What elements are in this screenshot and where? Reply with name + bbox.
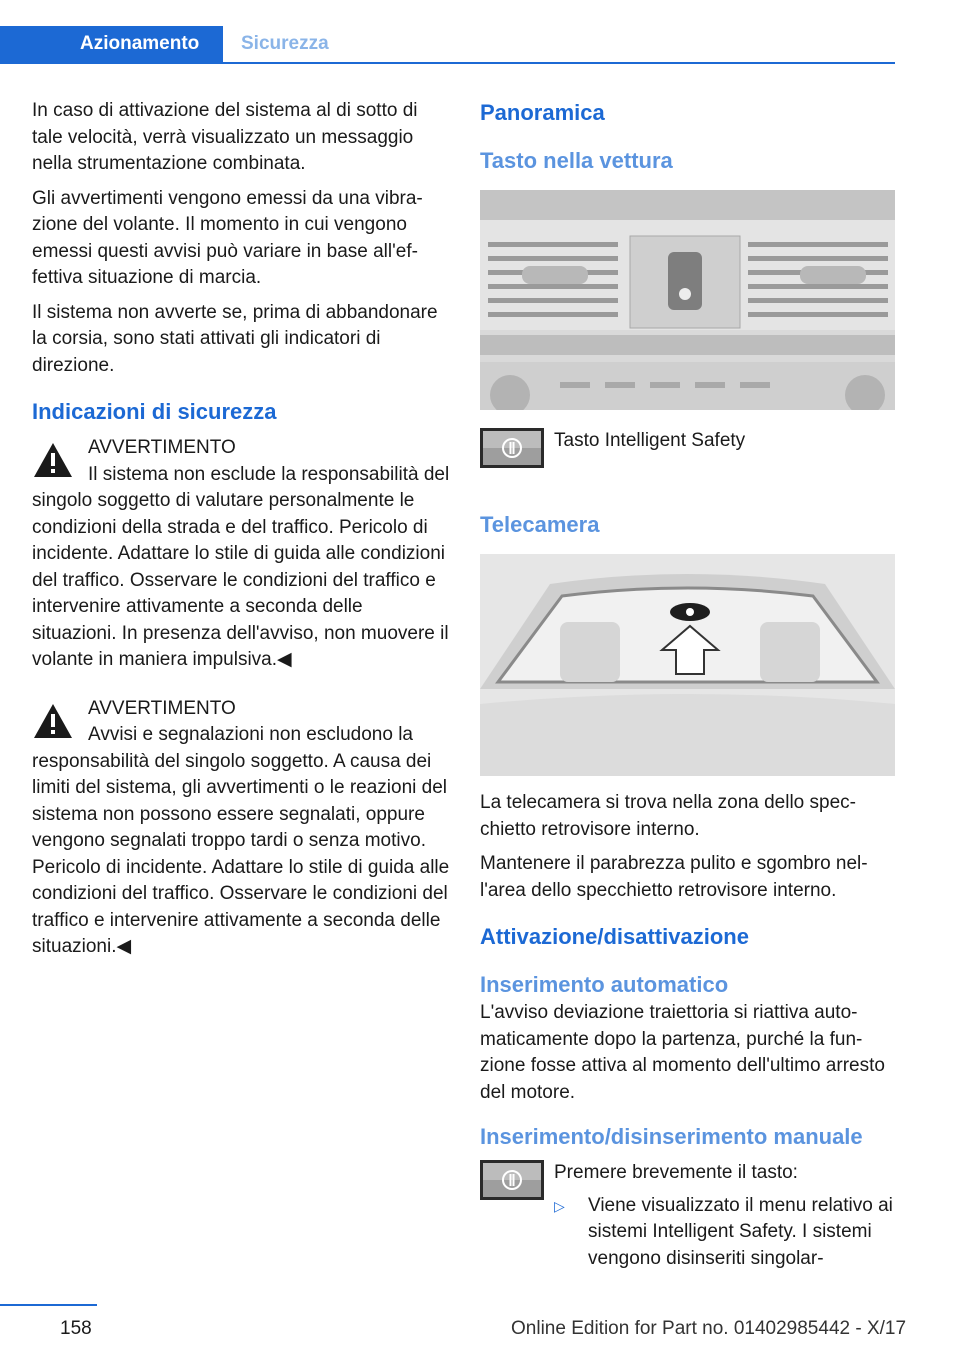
triangle-bullet-icon: ▷ xyxy=(554,1197,565,1214)
bullet-text: Viene visualizzato il menu relativo ai sistemi Intelligent Safety. I sistemi vengono disinseriti singolar- xyxy=(588,1194,893,1269)
bullet-item xyxy=(554,1193,895,1273)
section-heading-safety: Indicazioni di sicurezza xyxy=(32,399,277,424)
dashboard-button-photo xyxy=(480,190,895,410)
warning-title: AVVERTIMENTO xyxy=(88,437,236,458)
button-caption-row xyxy=(480,428,895,480)
manual-instruction: Premere brevemente il tasto: xyxy=(554,1162,798,1183)
header-tabs xyxy=(0,26,895,64)
section-heading-overview: Panoramica xyxy=(480,100,605,125)
footer-rule xyxy=(0,1304,97,1306)
manual-instruction-row xyxy=(480,1160,895,1272)
edition-note: Online Edition for Part no. 01402985442 - X/17 xyxy=(511,1318,907,1339)
tab-azionamento[interactable]: Azionamento xyxy=(0,26,223,62)
warning-block xyxy=(32,435,450,674)
left-column xyxy=(32,98,450,961)
subheading-camera: Telecamera xyxy=(480,512,600,537)
right-column xyxy=(480,98,895,1272)
subheading-automatic: Inserimento automatico xyxy=(480,972,729,997)
paragraph: In caso di attivazione del sistema al di sotto di tale velocità, verrà visualizzato un messaggio nella strumentazione combinata. xyxy=(32,100,418,174)
warning-text: Avvisi e segnalazioni non escludono la responsabilità del singolo soggetto. A causa dei limiti del sistema, gli avvertimenti o le reazioni del sistema non possono essere segnalati, oppure vengono segnalati troppo tardi o senza motivo. Pericolo di incidente. Adattare lo stile di guida alle condizioni del traffico. Osservare le condizioni del traffico e intervenire attivamente a seconda delle situazioni.◀ xyxy=(32,724,450,957)
subheading-button: Tasto nella vettura xyxy=(480,148,673,173)
camera-location-photo xyxy=(480,554,895,776)
warning-triangle-icon xyxy=(32,441,74,479)
paragraph: La telecamera si trova nella zona dello specchietto retrovisore interno. xyxy=(480,792,856,840)
paragraph: Il sistema non avverte se, prima di abbandonare la corsia, sono stati attivati gli indicatori di direzione. xyxy=(32,301,438,376)
paragraph: Gli avvertimenti vengono emessi da una vibrazione del volante. Il momento in cui vengono emessi questi avvisi può variare in base all'effettiva situazione di marcia. xyxy=(32,187,423,288)
warning-triangle-icon xyxy=(32,702,74,740)
paragraph: L'avviso deviazione traiettoria si riattiva automaticamente dopo la partenza, purché la funzione fosse attiva al momento dell'ultimo arresto del motore. xyxy=(480,1002,885,1103)
button-caption: Tasto Intelligent Safety xyxy=(554,430,746,451)
subheading-manual: Inserimento/disinserimento manuale xyxy=(480,1124,863,1149)
tab-sicurezza[interactable]: Sicurezza xyxy=(241,33,329,54)
section-heading-activation: Attivazione/disattivazione xyxy=(480,924,749,949)
intelligent-safety-button-icon xyxy=(480,1160,544,1200)
warning-title: AVVERTIMENTO xyxy=(88,697,236,719)
intelligent-safety-button-icon xyxy=(480,428,544,468)
warning-block xyxy=(32,696,450,961)
paragraph: Mantenere il parabrezza pulito e sgombro nell'area dello specchietto retrovisore interno. xyxy=(480,853,868,901)
page-number: 158 xyxy=(60,1318,92,1339)
warning-text: Il sistema non esclude la responsabilità del singolo soggetto di valutare personalmente le condizioni della strada e del traffico. Pericolo di incidente. Adattare lo stile di guida alle condizioni del traffico. Osservare le condizioni del traffico e intervenire attivamente a seconda delle situazioni. In presenza dell'avviso, non muovere il volante in maniera impulsiva.◀ xyxy=(32,463,450,670)
